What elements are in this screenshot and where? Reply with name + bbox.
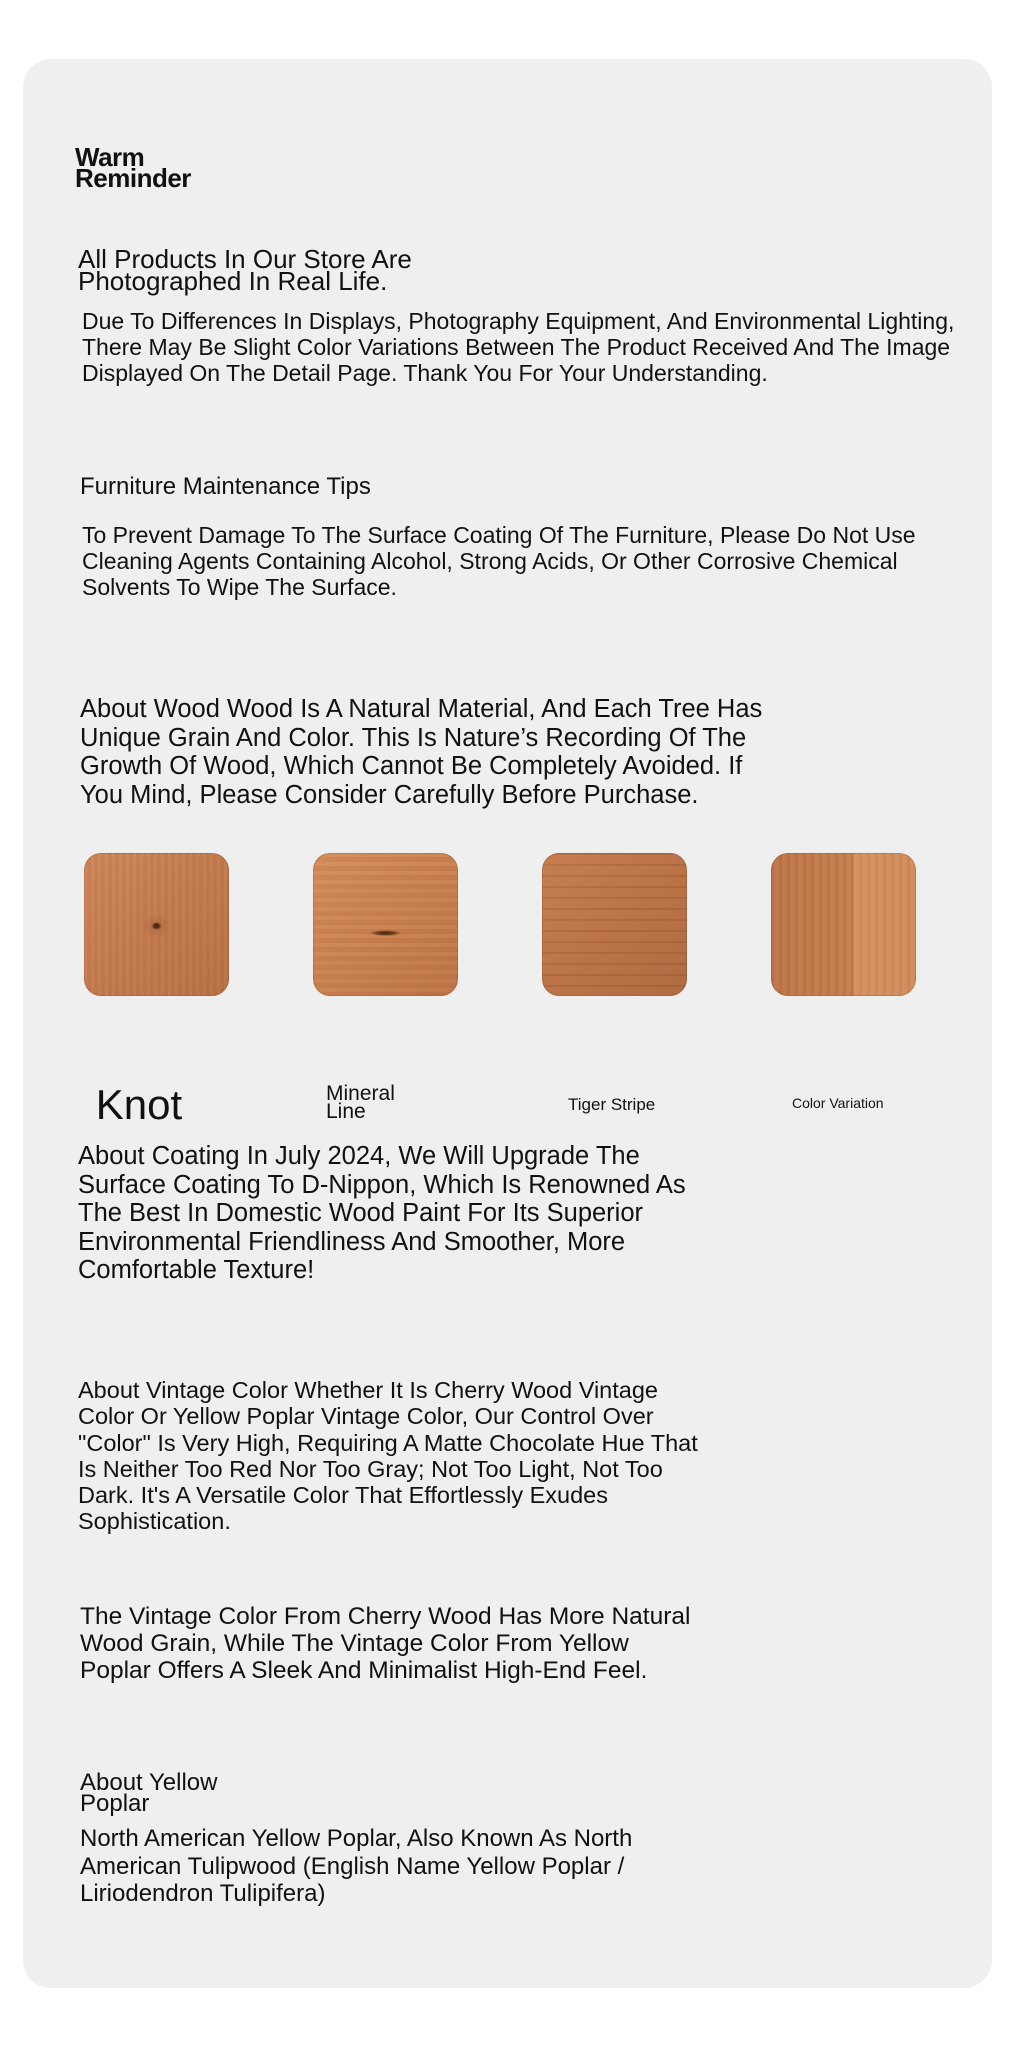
real-life-heading: All Products In Our Store Are Photographed In Real Life.: [78, 244, 412, 296]
maintenance-heading: Furniture Maintenance Tips: [80, 473, 371, 500]
mineral-line-label: Mineral Line: [326, 1082, 395, 1123]
color-variation-label: Color Variation: [792, 1095, 884, 1111]
tiger-stripe-wood-swatch: [542, 853, 687, 996]
yellow-poplar-body: North American Yellow Poplar, Also Known As North American Tulipwood (English Name Yellow Poplar / Liriodendron Tulipifera): [80, 1825, 633, 1907]
knot-wood-swatch: [84, 853, 229, 996]
maintenance-body: To Prevent Damage To The Surface Coating Of The Furniture, Please Do Not Use Cleaning Agents Containing Alcohol, Strong Acids, Or Other Corrosive Chemical Solvents To Wipe The Surface.: [82, 522, 916, 600]
about-vintage-text: About Vintage Color Whether It Is Cherry Wood Vintage Color Or Yellow Poplar Vintage Color, Our Control Over "Color" Is Very High, Requiring A Matte Chocolate Hue That Is Neither Too Red Nor Too Gray; Not Too Light, Not Too Dark. It's A Versatile Color That Effortlessly Exudes Sophistication.: [78, 1377, 698, 1535]
color-variation-wood-swatch: [771, 853, 916, 996]
vintage-compare-text: The Vintage Color From Cherry Wood Has More Natural Wood Grain, While The Vintage Color From Yellow Poplar Offers A Sleek And Minimalist High-End Feel.: [80, 1603, 691, 1684]
real-life-body: Due To Differences In Displays, Photography Equipment, And Environmental Lighting, There May Be Slight Color Variations Between The Product Received And The Image Displayed On The Detail Page. Thank You For Your Understanding.: [82, 308, 955, 386]
yellow-poplar-heading: About Yellow Poplar: [80, 1769, 218, 1817]
info-card: [23, 59, 992, 1988]
knot-label: Knot: [95, 1081, 183, 1128]
about-coating-text: About Coating In July 2024, We Will Upgrade The Surface Coating To D-Nippon, Which Is Renowned As The Best In Domestic Wood Paint For Its Superior Environmental Friendliness And Smoother, More Comfortable Texture!: [78, 1142, 686, 1284]
mineral-line-wood-swatch: [313, 853, 458, 996]
about-wood-text: About Wood Wood Is A Natural Material, And Each Tree Has Unique Grain And Color. This Is Nature’s Recording Of The Growth Of Wood, Which Cannot Be Completely Avoided. If You Mind, Please Consider Carefully Before Purchase.: [80, 695, 763, 809]
tiger-stripe-label: Tiger Stripe: [568, 1095, 656, 1114]
warm-reminder-title: Warm Reminder: [75, 142, 191, 193]
